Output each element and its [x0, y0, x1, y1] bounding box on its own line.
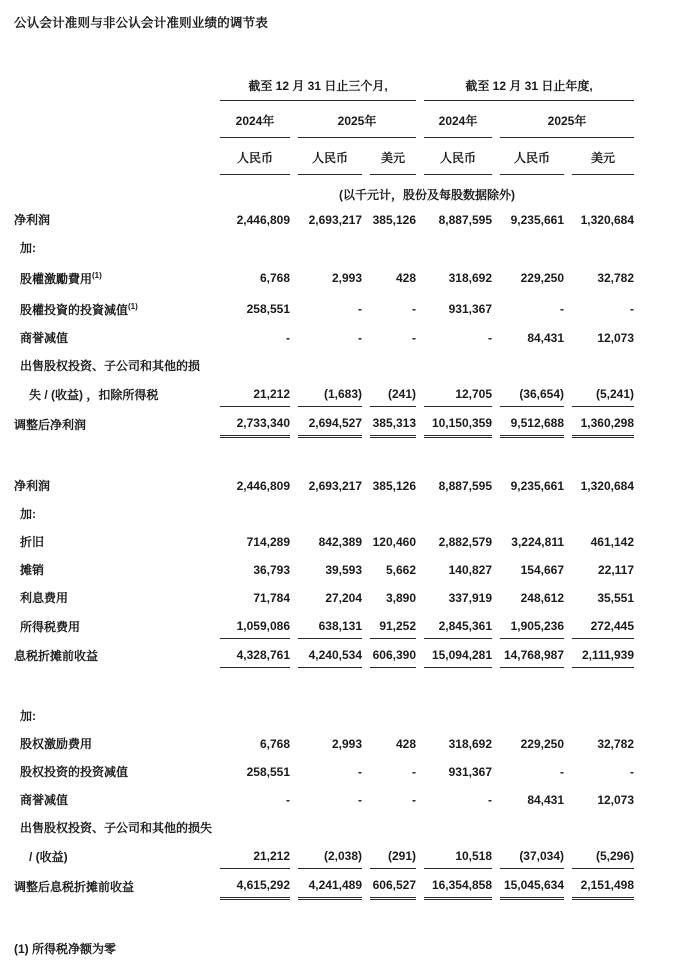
cell-value: 606,390 — [370, 639, 416, 668]
table-row — [14, 728, 634, 756]
cell-value — [572, 350, 634, 378]
cell-value: 1,320,684 — [580, 479, 635, 493]
row-label: 股權激勵費用$^{(1)}$ — [20, 271, 102, 286]
cell-value: 428 — [395, 270, 417, 285]
cell-value: 229,250 — [520, 737, 565, 751]
cell-value: 140,827 — [448, 563, 493, 577]
table-row — [14, 700, 634, 728]
cell-value: 272,445 — [572, 610, 634, 639]
cell-value: 84,431 — [527, 331, 565, 345]
cell-value — [370, 498, 416, 526]
spacer-row — [14, 668, 634, 700]
cell-value: 714,289 — [246, 535, 291, 549]
cell-value — [298, 812, 362, 840]
row-label: 净利润 — [14, 213, 51, 227]
row-label: 股权投资的投资减值 — [20, 765, 129, 779]
year-header-2024-quarter: 2024年 — [220, 101, 290, 138]
cell-value — [298, 700, 362, 728]
footnote-marker: (1) — [92, 271, 102, 280]
cell-value — [500, 700, 564, 728]
cell-value — [500, 232, 564, 260]
cell-value: 9,235,661 — [510, 479, 565, 493]
cell-value: - — [560, 301, 565, 316]
cell-value — [220, 232, 290, 260]
cell-value: 71,784 — [253, 591, 291, 605]
cell-value: 22,117 — [597, 563, 635, 577]
cell-value: - — [286, 793, 291, 807]
cell-value: 931,367 — [448, 301, 493, 316]
row-label: 调整后净利润 — [14, 417, 87, 432]
table-row — [14, 639, 634, 668]
row-label: 加: — [20, 709, 36, 723]
row-label: 股权激励费用 — [20, 737, 93, 751]
year-header-2025-quarter: 2025年 — [298, 101, 416, 138]
table-row — [14, 756, 634, 784]
cell-value: 21,212 — [220, 378, 290, 407]
cell-value: 154,667 — [520, 563, 565, 577]
cell-value — [572, 232, 634, 260]
table-row — [14, 610, 634, 639]
cell-value: - — [358, 301, 363, 316]
cell-value: 9,512,688 — [500, 407, 564, 438]
cell-value: (291) — [370, 840, 416, 869]
cell-value: 6,768 — [259, 737, 291, 751]
cell-value: - — [488, 793, 493, 807]
cell-value: - — [358, 793, 363, 807]
cell-value — [298, 498, 362, 526]
cell-value — [424, 232, 492, 260]
cell-value: 5,662 — [385, 563, 417, 577]
cell-value: - — [286, 331, 291, 345]
cell-value: 32,782 — [597, 737, 635, 751]
cell-value: 14,768,987 — [500, 639, 564, 668]
row-label: 净利润 — [14, 479, 51, 493]
currency-header: 人民币 — [298, 138, 362, 175]
cell-value: 2,693,217 — [308, 213, 363, 227]
table-row — [14, 470, 634, 498]
cell-value: 2,694,527 — [298, 407, 362, 438]
cell-value: 8,887,595 — [438, 479, 493, 493]
cell-value: 4,240,534 — [298, 639, 362, 668]
row-label: / (收益) — [29, 849, 68, 864]
cell-value: 10,518 — [424, 840, 492, 869]
cell-value: 4,615,292 — [220, 869, 290, 900]
table-row — [14, 840, 634, 869]
cell-value: 35,551 — [597, 591, 635, 605]
year-header-2025-year: 2025年 — [500, 101, 634, 138]
cell-value: (2,038) — [298, 840, 362, 869]
cell-value: 8,887,595 — [438, 213, 493, 227]
table-row — [14, 498, 634, 526]
currency-header: 美元 — [370, 138, 416, 175]
cell-value: - — [412, 331, 417, 345]
cell-value: (1,683) — [298, 378, 362, 407]
cell-value: 16,354,858 — [424, 869, 492, 900]
cell-value: - — [412, 765, 417, 779]
row-label: 商誉减值 — [20, 331, 69, 345]
cell-value: (36,654) — [500, 378, 564, 407]
row-label: 所得税费用 — [20, 619, 81, 634]
period-header-row — [14, 75, 634, 101]
unit-note: (以千元计，股份及每股数据除外) — [339, 188, 516, 202]
cell-value: 461,142 — [590, 535, 635, 549]
currency-header: 人民币 — [500, 138, 564, 175]
footnote-marker: (1) — [128, 302, 138, 311]
table-row — [14, 812, 634, 840]
cell-value: 2,733,340 — [220, 407, 290, 438]
row-label: 股權投資的投資減值$^{(1)}$ — [20, 302, 138, 317]
cell-value: 2,882,579 — [438, 535, 493, 549]
cell-value: 2,111,939 — [572, 639, 634, 668]
cell-value: 2,446,809 — [236, 479, 291, 493]
cell-value — [298, 232, 362, 260]
cell-value: 12,073 — [597, 793, 635, 807]
row-label: 调整后息税折摊前收益 — [14, 879, 135, 894]
unit-note-row — [14, 175, 634, 204]
cell-value: 638,131 — [298, 610, 362, 639]
cell-value: 2,845,361 — [424, 610, 492, 639]
header-spacer — [14, 138, 212, 175]
cell-value: (5,296) — [572, 840, 634, 869]
cell-value: 120,460 — [372, 535, 417, 549]
table-row — [14, 869, 634, 900]
cell-value — [370, 232, 416, 260]
cell-value — [220, 700, 290, 728]
cell-value: 258,551 — [246, 765, 291, 779]
cell-value — [220, 812, 290, 840]
cell-value: 3,890 — [385, 591, 417, 605]
header-spacer — [14, 75, 212, 101]
table-row — [14, 526, 634, 554]
section-spacer — [14, 668, 634, 700]
header-spacer — [14, 101, 212, 138]
year-header-2024-year: 2024年 — [424, 101, 492, 138]
period-header-year: 截至 12 月 31 日止年度, — [424, 75, 634, 101]
cell-value: 21,212 — [220, 840, 290, 869]
footnote: (1) 所得税净额为零 — [14, 942, 117, 956]
cell-value: - — [560, 765, 565, 779]
year-header-row — [14, 101, 634, 138]
cell-value: 2,151,498 — [572, 869, 634, 900]
cell-value: 248,612 — [520, 591, 565, 605]
cell-value: 32,782 — [597, 270, 635, 285]
cell-value: 318,692 — [448, 270, 493, 285]
cell-value: 91,252 — [370, 610, 416, 639]
cell-value: 229,250 — [520, 270, 565, 285]
reconciliation-table — [6, 75, 642, 900]
cell-value: 27,204 — [325, 591, 363, 605]
table-body — [14, 204, 634, 900]
cell-value — [572, 498, 634, 526]
cell-value: 6,768 — [259, 270, 291, 285]
cell-value: - — [488, 331, 493, 345]
table-row — [14, 582, 634, 610]
table-row — [14, 260, 634, 291]
cell-value: 84,431 — [527, 793, 565, 807]
cell-value: 12,073 — [597, 331, 635, 345]
cell-value: 36,793 — [253, 563, 291, 577]
cell-value — [572, 812, 634, 840]
cell-value — [500, 350, 564, 378]
cell-value — [424, 350, 492, 378]
table-row — [14, 204, 634, 232]
cell-value: - — [358, 331, 363, 345]
table-header — [14, 75, 634, 204]
cell-value: 4,241,489 — [298, 869, 362, 900]
cell-value: (241) — [370, 378, 416, 407]
cell-value — [298, 350, 362, 378]
cell-value: - — [630, 765, 635, 779]
cell-value — [424, 498, 492, 526]
cell-value: 3,224,811 — [511, 535, 565, 549]
cell-value: - — [412, 793, 417, 807]
header-spacer — [14, 175, 212, 204]
cell-value: 15,045,634 — [500, 869, 564, 900]
cell-value: (5,241) — [572, 378, 634, 407]
cell-value: 9,235,661 — [510, 213, 565, 227]
cell-value: 385,126 — [372, 213, 417, 227]
cell-value: 4,328,761 — [220, 639, 290, 668]
cell-value — [220, 498, 290, 526]
cell-value: 2,693,217 — [308, 479, 363, 493]
section-spacer — [14, 438, 634, 470]
cell-value — [500, 498, 564, 526]
table-row — [14, 554, 634, 582]
currency-header: 美元 — [572, 138, 634, 175]
spacer-row — [14, 438, 634, 470]
currency-header-row — [14, 138, 634, 175]
table-row — [14, 350, 634, 378]
row-label: 加: — [20, 507, 36, 521]
cell-value: 12,705 — [424, 378, 492, 407]
table-row — [14, 407, 634, 438]
cell-value: 2,446,809 — [236, 213, 291, 227]
cell-value: 15,094,281 — [424, 639, 492, 668]
cell-value: 1,360,298 — [572, 407, 634, 438]
cell-value: 842,389 — [318, 535, 363, 549]
table-row — [14, 322, 634, 350]
row-label: 出售股权投资、子公司和其他的损 — [20, 359, 201, 373]
cell-value — [220, 350, 290, 378]
row-label: 出售股权投资、子公司和其他的损失 — [20, 821, 213, 835]
row-label: 加: — [20, 241, 36, 255]
cell-value: 10,150,359 — [424, 407, 492, 438]
cell-value: 318,692 — [448, 737, 493, 751]
cell-value: 337,919 — [448, 591, 493, 605]
row-label: 商誉减值 — [20, 793, 69, 807]
row-label: 失 / (收益) ，扣除所得税 — [29, 387, 159, 402]
cell-value: 39,593 — [325, 563, 363, 577]
table-row — [14, 378, 634, 407]
cell-value: - — [358, 765, 363, 779]
cell-value: 1,320,684 — [580, 213, 635, 227]
table-row — [14, 232, 634, 260]
cell-value: (37,034) — [500, 840, 564, 869]
period-header-quarter: 截至 12 月 31 日止三个月, — [220, 75, 416, 101]
cell-value: 258,551 — [246, 301, 291, 316]
report-title: 公认会计准则与非公认会计准则业绩的调节表 — [14, 16, 269, 30]
cell-value: - — [412, 301, 417, 316]
table-row — [14, 784, 634, 812]
cell-value: 2,993 — [331, 737, 363, 751]
cell-value — [370, 812, 416, 840]
cell-value — [424, 700, 492, 728]
currency-header: 人民币 — [424, 138, 492, 175]
cell-value: - — [630, 301, 635, 316]
currency-header: 人民币 — [220, 138, 290, 175]
cell-value: 2,993 — [331, 270, 363, 285]
cell-value — [370, 350, 416, 378]
cell-value: 428 — [395, 737, 417, 751]
row-label: 息税折摊前收益 — [14, 648, 99, 663]
cell-value — [370, 700, 416, 728]
cell-value — [500, 812, 564, 840]
cell-value: 606,527 — [370, 869, 416, 900]
cell-value — [424, 812, 492, 840]
row-label: 摊销 — [20, 563, 45, 577]
row-label: 利息费用 — [20, 591, 69, 605]
cell-value: 1,059,086 — [220, 610, 290, 639]
cell-value — [572, 700, 634, 728]
cell-value: 385,313 — [370, 407, 416, 438]
row-label: 折旧 — [20, 535, 45, 549]
table-row — [14, 291, 634, 322]
cell-value: 931,367 — [448, 765, 493, 779]
cell-value: 1,905,236 — [500, 610, 564, 639]
cell-value: 385,126 — [372, 479, 417, 493]
